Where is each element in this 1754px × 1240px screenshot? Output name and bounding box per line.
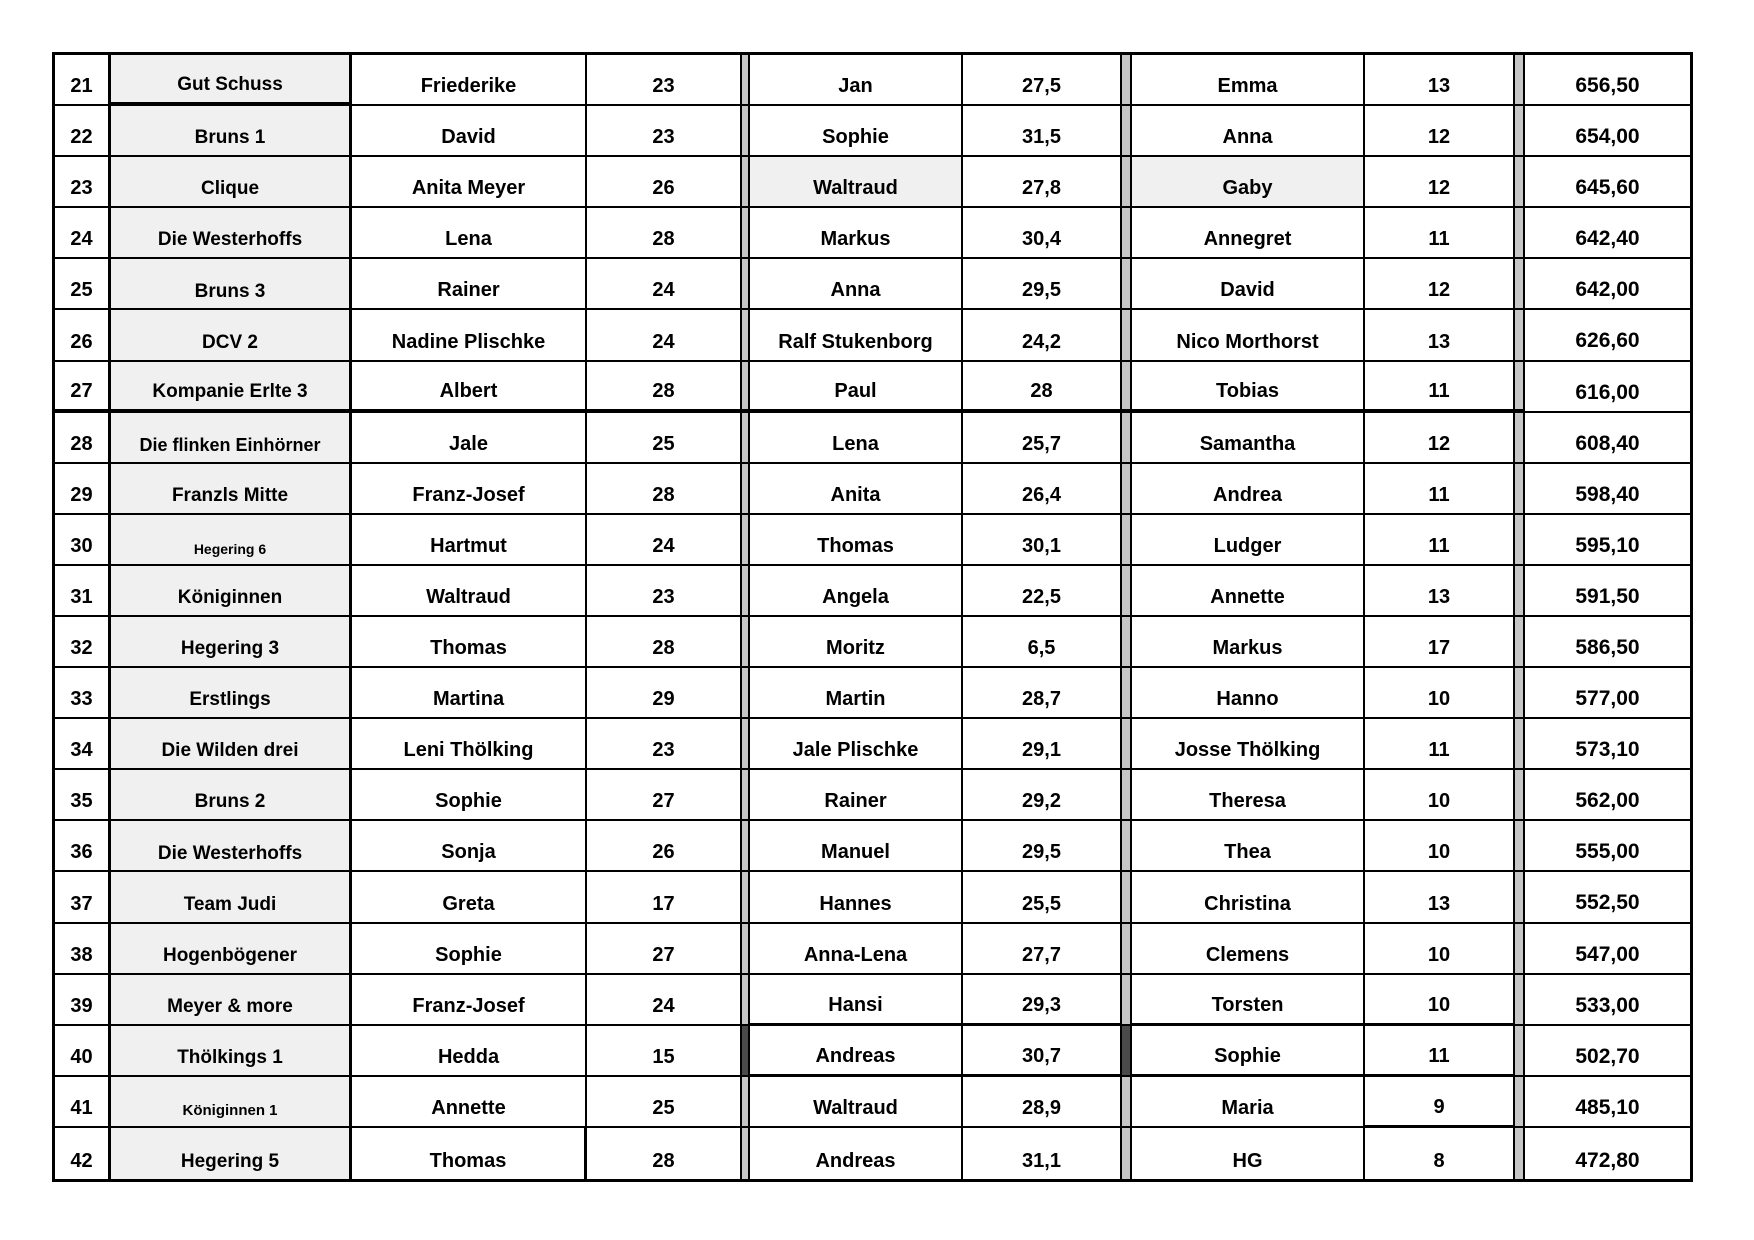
shooter1-name-cell: Martina	[352, 668, 587, 719]
team-name-cell: Gut Schuss	[111, 55, 352, 106]
group-separator	[1122, 55, 1132, 106]
shooter3-name-cell: Emma	[1132, 55, 1365, 106]
rank-cell: 22	[55, 106, 111, 157]
shooter2-score-cell: 22,5	[963, 566, 1122, 617]
shooter2-name-cell: Andreas	[750, 1026, 963, 1077]
shooter1-name-cell: Jale	[352, 413, 587, 464]
shooter3-name-cell: Annette	[1132, 566, 1365, 617]
group-separator	[742, 55, 750, 106]
shooter2-score-cell: 30,1	[963, 515, 1122, 566]
group-separator	[1122, 668, 1132, 719]
shooter2-score-cell: 29,5	[963, 821, 1122, 872]
team-name-cell: Team Judi	[111, 872, 352, 923]
shooter3-name-cell: Nico Morthorst	[1132, 310, 1365, 361]
team-name-cell: Thölkings 1	[111, 1026, 352, 1077]
group-separator	[1122, 157, 1132, 208]
group-separator	[1515, 719, 1525, 770]
shooter3-score-cell: 11	[1365, 515, 1515, 566]
shooter3-score-cell: 12	[1365, 157, 1515, 208]
shooter2-name-cell: Moritz	[750, 617, 963, 668]
total-score-cell: 656,50	[1525, 55, 1690, 106]
team-name-cell: Die Westerhoffs	[111, 821, 352, 872]
group-separator	[1515, 259, 1525, 310]
shooter1-name-cell: Sophie	[352, 924, 587, 975]
rank-cell: 36	[55, 821, 111, 872]
team-name-cell: Kompanie Erlte 3	[111, 362, 352, 413]
shooter1-score-cell: 29	[587, 668, 742, 719]
group-separator	[1122, 413, 1132, 464]
shooter3-name-cell: Thea	[1132, 821, 1365, 872]
group-separator	[1122, 464, 1132, 515]
group-separator	[1515, 975, 1525, 1026]
shooter2-name-cell: Waltraud	[750, 157, 963, 208]
shooter3-name-cell: Markus	[1132, 617, 1365, 668]
group-separator	[1122, 770, 1132, 821]
shooter3-score-cell: 11	[1365, 208, 1515, 259]
team-name-cell: Clique	[111, 157, 352, 208]
shooter3-name-cell: Clemens	[1132, 924, 1365, 975]
total-score-cell: 502,70	[1525, 1026, 1690, 1077]
group-separator	[742, 106, 750, 157]
group-separator	[1515, 362, 1525, 413]
shooter2-name-cell: Manuel	[750, 821, 963, 872]
shooter2-score-cell: 28,9	[963, 1077, 1122, 1128]
team-name-cell: Hegering 6	[111, 515, 352, 566]
shooter1-name-cell: Hartmut	[352, 515, 587, 566]
shooter1-name-cell: Leni Thölking	[352, 719, 587, 770]
shooter1-name-cell: Franz-Josef	[352, 464, 587, 515]
team-name-cell: Die Westerhoffs	[111, 208, 352, 259]
team-name-cell: Hegering 3	[111, 617, 352, 668]
rank-cell: 41	[55, 1077, 111, 1128]
group-separator	[1515, 668, 1525, 719]
group-separator	[1122, 1077, 1132, 1128]
total-score-cell: 608,40	[1525, 413, 1690, 464]
shooter1-name-cell: Rainer	[352, 259, 587, 310]
shooter1-name-cell: Waltraud	[352, 566, 587, 617]
group-separator	[1122, 259, 1132, 310]
group-separator	[742, 566, 750, 617]
shooter1-name-cell: Sophie	[352, 770, 587, 821]
group-separator	[742, 770, 750, 821]
shooter1-name-cell: Hedda	[352, 1026, 587, 1077]
group-separator	[742, 872, 750, 923]
shooter2-score-cell: 30,7	[963, 1026, 1122, 1077]
shooter1-name-cell: Sonja	[352, 821, 587, 872]
shooter2-score-cell: 28,7	[963, 668, 1122, 719]
group-separator	[1515, 157, 1525, 208]
shooter1-score-cell: 24	[587, 975, 742, 1026]
team-name-cell: Die flinken Einhörner	[111, 413, 352, 464]
group-separator	[742, 1128, 750, 1179]
shooter3-score-cell: 12	[1365, 413, 1515, 464]
shooter1-score-cell: 28	[587, 362, 742, 413]
total-score-cell: 642,00	[1525, 259, 1690, 310]
group-separator	[742, 1026, 750, 1077]
shooter2-name-cell: Angela	[750, 566, 963, 617]
group-separator	[1515, 106, 1525, 157]
team-name-cell: Königinnen 1	[111, 1077, 352, 1128]
shooter3-name-cell: HG	[1132, 1128, 1365, 1179]
group-separator	[1515, 872, 1525, 923]
shooter1-score-cell: 28	[587, 464, 742, 515]
shooter1-name-cell: Franz-Josef	[352, 975, 587, 1026]
rank-cell: 25	[55, 259, 111, 310]
group-separator	[742, 617, 750, 668]
shooter2-score-cell: 29,2	[963, 770, 1122, 821]
shooter3-score-cell: 10	[1365, 975, 1515, 1026]
total-score-cell: 591,50	[1525, 566, 1690, 617]
shooter2-name-cell: Anita	[750, 464, 963, 515]
rank-cell: 37	[55, 872, 111, 923]
rank-cell: 32	[55, 617, 111, 668]
shooter3-name-cell: Samantha	[1132, 413, 1365, 464]
group-separator	[1122, 924, 1132, 975]
group-separator	[742, 821, 750, 872]
shooter3-score-cell: 8	[1365, 1128, 1515, 1179]
total-score-cell: 472,80	[1575, 1148, 1640, 1172]
total-score-cell: 616,00	[1525, 362, 1690, 413]
rank-cell: 30	[55, 515, 111, 566]
shooter1-name-cell: Albert	[352, 362, 587, 413]
shooter1-score-cell: 17	[587, 872, 742, 923]
rank-cell: 40	[55, 1026, 111, 1077]
shooter2-name-cell: Sophie	[750, 106, 963, 157]
group-separator	[1515, 515, 1525, 566]
group-separator	[742, 157, 750, 208]
team-name-cell: Bruns 3	[111, 259, 352, 310]
shooter1-score-cell: 24	[587, 259, 742, 310]
shooter2-score-cell: 29,5	[963, 259, 1122, 310]
rank-cell: 35	[55, 770, 111, 821]
rank-cell: 34	[55, 719, 111, 770]
group-separator	[742, 924, 750, 975]
shooter2-name-cell: Jale Plischke	[750, 719, 963, 770]
group-separator	[1122, 566, 1132, 617]
shooter2-score-cell: 31,5	[963, 106, 1122, 157]
shooter2-name-cell: Thomas	[750, 515, 963, 566]
shooter1-score-cell: 23	[587, 55, 742, 106]
shooter1-score-cell: 23	[587, 106, 742, 157]
shooter1-score-cell: 23	[587, 566, 742, 617]
shooter3-name-cell: Josse Thölking	[1132, 719, 1365, 770]
shooter2-score-cell: 24,2	[963, 310, 1122, 361]
shooter2-score-cell: 29,3	[963, 975, 1122, 1026]
shooter3-name-cell: Gaby	[1132, 157, 1365, 208]
group-separator	[1122, 617, 1132, 668]
total-score-cell: 626,60	[1525, 310, 1690, 361]
total-score-cell: 562,00	[1525, 770, 1690, 821]
shooter3-score-cell: 11	[1365, 1026, 1515, 1077]
shooter3-name-cell: Tobias	[1132, 362, 1365, 413]
shooter3-score-cell: 17	[1365, 617, 1515, 668]
shooter2-score-cell: 30,4	[963, 208, 1122, 259]
team-name-cell: Meyer & more	[111, 975, 352, 1026]
shooter2-name-cell: Lena	[750, 413, 963, 464]
shooter3-name-cell: Ludger	[1132, 515, 1365, 566]
shooter2-name-cell: Jan	[750, 55, 963, 106]
group-separator	[1515, 566, 1525, 617]
group-separator	[1515, 617, 1525, 668]
shooter3-name-cell: David	[1132, 259, 1365, 310]
team-name-cell: Erstlings	[111, 668, 352, 719]
shooter3-name-cell: Sophie	[1132, 1026, 1365, 1077]
shooter2-score-cell: 6,5	[963, 617, 1122, 668]
shooter2-score-cell: 31,1	[963, 1128, 1122, 1179]
group-separator	[1515, 1026, 1525, 1077]
shooter3-name-cell: Christina	[1132, 872, 1365, 923]
group-separator	[742, 1077, 750, 1128]
shooter1-score-cell: 27	[587, 770, 742, 821]
shooter1-name-cell: Thomas	[352, 1128, 587, 1179]
total-score-cell: 533,00	[1525, 975, 1690, 1026]
group-separator	[1122, 310, 1132, 361]
shooter3-score-cell: 11	[1365, 464, 1515, 515]
group-separator	[742, 464, 750, 515]
shooter3-name-cell: Theresa	[1132, 770, 1365, 821]
shooter3-score-cell: 9	[1365, 1077, 1515, 1128]
shooter2-name-cell: Anna-Lena	[750, 924, 963, 975]
shooter3-score-cell: 10	[1365, 668, 1515, 719]
shooter3-score-cell: 10	[1365, 924, 1515, 975]
shooter1-name-cell: Annette	[352, 1077, 587, 1128]
group-separator	[1515, 208, 1525, 259]
shooter3-score-cell: 12	[1365, 106, 1515, 157]
shooter2-name-cell: Waltraud	[750, 1077, 963, 1128]
shooter2-name-cell: Hansi	[750, 975, 963, 1026]
group-separator	[1515, 770, 1525, 821]
total-score-cell: 595,10	[1525, 515, 1690, 566]
shooter1-name-cell: Thomas	[352, 617, 587, 668]
shooter2-score-cell: 25,5	[963, 872, 1122, 923]
group-separator	[742, 259, 750, 310]
group-separator	[1515, 464, 1525, 515]
shooter3-score-cell: 13	[1365, 310, 1515, 361]
shooter2-score-cell: 26,4	[963, 464, 1122, 515]
shooter3-score-cell: 13	[1365, 55, 1515, 106]
group-separator	[1515, 1077, 1525, 1128]
shooter3-name-cell: Torsten	[1132, 975, 1365, 1026]
shooter1-name-cell: Anita Meyer	[352, 157, 587, 208]
group-separator	[1515, 924, 1525, 975]
shooter3-score-cell: 13	[1365, 566, 1515, 617]
rank-cell: 26	[55, 310, 111, 361]
rank-cell: 39	[55, 975, 111, 1026]
team-name-cell: Hogenbögener	[111, 924, 352, 975]
shooter1-score-cell: 28	[587, 208, 742, 259]
group-separator	[742, 208, 750, 259]
shooter1-score-cell: 28	[587, 617, 742, 668]
group-separator	[1122, 515, 1132, 566]
group-separator	[1515, 821, 1525, 872]
shooter1-score-cell: 15	[587, 1026, 742, 1077]
total-score-cell: 573,10	[1525, 719, 1690, 770]
shooter3-score-cell: 10	[1365, 821, 1515, 872]
shooter3-score-cell: 12	[1365, 259, 1515, 310]
shooter2-name-cell: Markus	[750, 208, 963, 259]
shooter2-score-cell: 27,7	[963, 924, 1122, 975]
shooter1-name-cell: Friederike	[352, 55, 587, 106]
rank-cell: 38	[55, 924, 111, 975]
shooter2-score-cell: 25,7	[963, 413, 1122, 464]
group-separator	[1515, 55, 1525, 106]
group-separator	[742, 362, 750, 413]
total-score-cell: 555,00	[1525, 821, 1690, 872]
total-score-cell: 485,10	[1525, 1077, 1690, 1128]
group-separator	[1122, 975, 1132, 1026]
total-score-cell: 586,50	[1525, 617, 1690, 668]
shooter2-name-cell: Andreas	[750, 1128, 963, 1179]
shooter2-score-cell: 27,5	[963, 55, 1122, 106]
shooter1-name-cell: David	[352, 106, 587, 157]
results-table	[52, 52, 1693, 1182]
total-score-cell: 645,60	[1525, 157, 1690, 208]
shooter1-score-cell: 25	[587, 413, 742, 464]
shooter1-score-cell: 24	[587, 515, 742, 566]
group-separator	[1122, 1026, 1132, 1077]
team-name-cell: Bruns 2	[111, 770, 352, 821]
group-separator	[742, 515, 750, 566]
shooter3-score-cell: 10	[1365, 770, 1515, 821]
group-separator	[1122, 821, 1132, 872]
shooter2-name-cell: Ralf Stukenborg	[750, 310, 963, 361]
rank-cell: 28	[55, 413, 111, 464]
shooter2-name-cell: Anna	[750, 259, 963, 310]
group-separator	[1122, 362, 1132, 413]
total-score-cell: 552,50	[1525, 872, 1690, 923]
rank-cell: 21	[55, 55, 111, 106]
shooter1-name-cell: Nadine Plischke	[352, 310, 587, 361]
group-separator	[1122, 208, 1132, 259]
group-separator	[1122, 1128, 1132, 1179]
group-separator	[742, 310, 750, 361]
shooter1-score-cell: 27	[587, 924, 742, 975]
shooter3-score-cell: 11	[1365, 362, 1515, 413]
shooter2-name-cell: Martin	[750, 668, 963, 719]
rank-cell: 42	[55, 1128, 111, 1179]
group-separator	[742, 975, 750, 1026]
shooter3-score-cell: 13	[1365, 872, 1515, 923]
team-name-cell: Königinnen	[111, 566, 352, 617]
shooter3-name-cell: Hanno	[1132, 668, 1365, 719]
group-separator	[1122, 872, 1132, 923]
rank-cell: 29	[55, 464, 111, 515]
group-separator	[742, 719, 750, 770]
rank-cell: 27	[55, 362, 111, 413]
shooter2-score-cell: 29,1	[963, 719, 1122, 770]
group-separator	[1122, 719, 1132, 770]
shooter2-name-cell: Rainer	[750, 770, 963, 821]
team-name-cell: DCV 2	[111, 310, 352, 361]
shooter1-score-cell: 28	[587, 1128, 742, 1179]
rank-cell: 33	[55, 668, 111, 719]
group-separator	[742, 413, 750, 464]
shooter1-score-cell: 25	[587, 1077, 742, 1128]
total-score-cell: 577,00	[1525, 668, 1690, 719]
group-separator	[1122, 106, 1132, 157]
shooter2-name-cell: Paul	[750, 362, 963, 413]
group-separator	[1515, 310, 1525, 361]
team-name-cell: Franzls Mitte	[111, 464, 352, 515]
shooter1-name-cell: Lena	[352, 208, 587, 259]
shooter2-score-cell: 27,8	[963, 157, 1122, 208]
rank-cell: 23	[55, 157, 111, 208]
shooter3-name-cell: Andrea	[1132, 464, 1365, 515]
total-score-cell: 598,40	[1525, 464, 1690, 515]
group-separator	[1515, 1128, 1525, 1179]
shooter2-score-cell: 28	[963, 362, 1122, 413]
shooter3-name-cell: Maria	[1132, 1077, 1365, 1128]
group-separator	[1515, 413, 1525, 464]
shooter1-name-cell: Greta	[352, 872, 587, 923]
shooter2-name-cell: Hannes	[750, 872, 963, 923]
shooter1-score-cell: 23	[587, 719, 742, 770]
total-score-cell: 654,00	[1525, 106, 1690, 157]
shooter1-score-cell: 26	[587, 821, 742, 872]
shooter1-score-cell: 26	[587, 157, 742, 208]
rank-cell: 31	[55, 566, 111, 617]
total-score-cell: 642,40	[1525, 208, 1690, 259]
shooter1-score-cell: 24	[587, 310, 742, 361]
group-separator	[742, 668, 750, 719]
shooter3-name-cell: Annegret	[1132, 208, 1365, 259]
team-name-cell: Die Wilden drei	[111, 719, 352, 770]
total-score-cell: 547,00	[1525, 924, 1690, 975]
team-name-cell: Hegering 5	[111, 1128, 352, 1179]
rank-cell: 24	[55, 208, 111, 259]
shooter3-score-cell: 11	[1365, 719, 1515, 770]
team-name-cell: Bruns 1	[111, 106, 352, 157]
shooter3-name-cell: Anna	[1132, 106, 1365, 157]
